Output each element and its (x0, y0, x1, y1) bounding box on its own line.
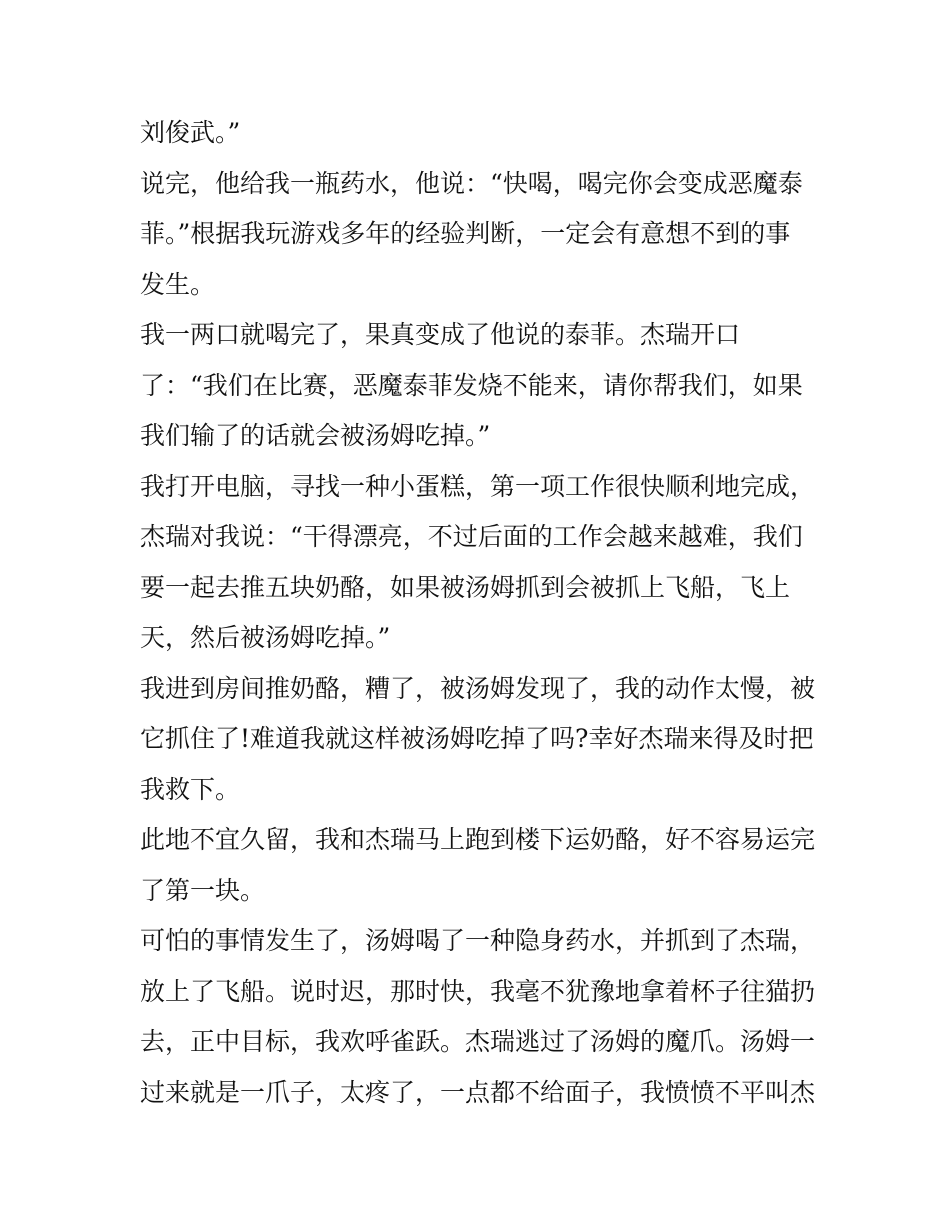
text-line: 发生。 (140, 269, 216, 299)
text-line: 我们输了的话就会被汤姆吃掉。” (140, 421, 491, 450)
body-text (140, 108, 820, 1118)
text-line: 刘俊武。” (140, 118, 241, 147)
text-line: 放上了飞船。说时迟，那时快，我毫不犹豫地拿着杯子往猫扔 (140, 976, 816, 1006)
text-line: 我救下。 (140, 774, 241, 804)
text-line: 杰瑞对我说：“干得漂亮，不过后面的工作会越来越难，我们 (140, 522, 803, 551)
text-line: 菲。”根据我玩游戏多年的经验判断，一定会有意想不到的事 (140, 219, 791, 248)
text-line: 我进到房间推奶酪，糟了，被汤姆发现了，我的动作太慢，被 (140, 673, 816, 703)
text-line: 说完，他给我一瓶药水，他说：“快喝，喝完你会变成恶魔泰 (140, 168, 803, 198)
text-line: 了：“我们在比赛，恶魔泰菲发烧不能来，请你帮我们，如果 (140, 370, 803, 400)
text-line: 要一起去推五块奶酪，如果被汤姆抓到会被抓上飞船，飞上 (140, 572, 791, 602)
text-line: 去，正中目标，我欢呼雀跃。杰瑞逃过了汤姆的魔爪。汤姆一 (140, 1027, 816, 1056)
text-line: 它抓住了!难道我就这样被汤姆吃掉了吗?幸好杰瑞来得及时把 (140, 724, 814, 753)
text-line: 可怕的事情发生了，汤姆喝了一种隐身药水，并抓到了杰瑞， (140, 926, 816, 955)
text-line: 我打开电脑，寻找一种小蛋糕，第一项工作很快顺利地完成， (140, 471, 816, 501)
text-line: 此地不宜久留，我和杰瑞马上跑到楼下运奶酪，好不容易运完 (140, 825, 816, 854)
text-line: 天，然后被汤姆吃掉。” (140, 623, 391, 652)
text-line: 了第一块。 (140, 875, 266, 905)
text-line: 过来就是一爪子，太疼了，一点都不给面子，我愤愤不平叫杰 (140, 1077, 816, 1107)
text-line: 我一两口就喝完了，果真变成了他说的泰菲。杰瑞开口 (140, 320, 741, 349)
